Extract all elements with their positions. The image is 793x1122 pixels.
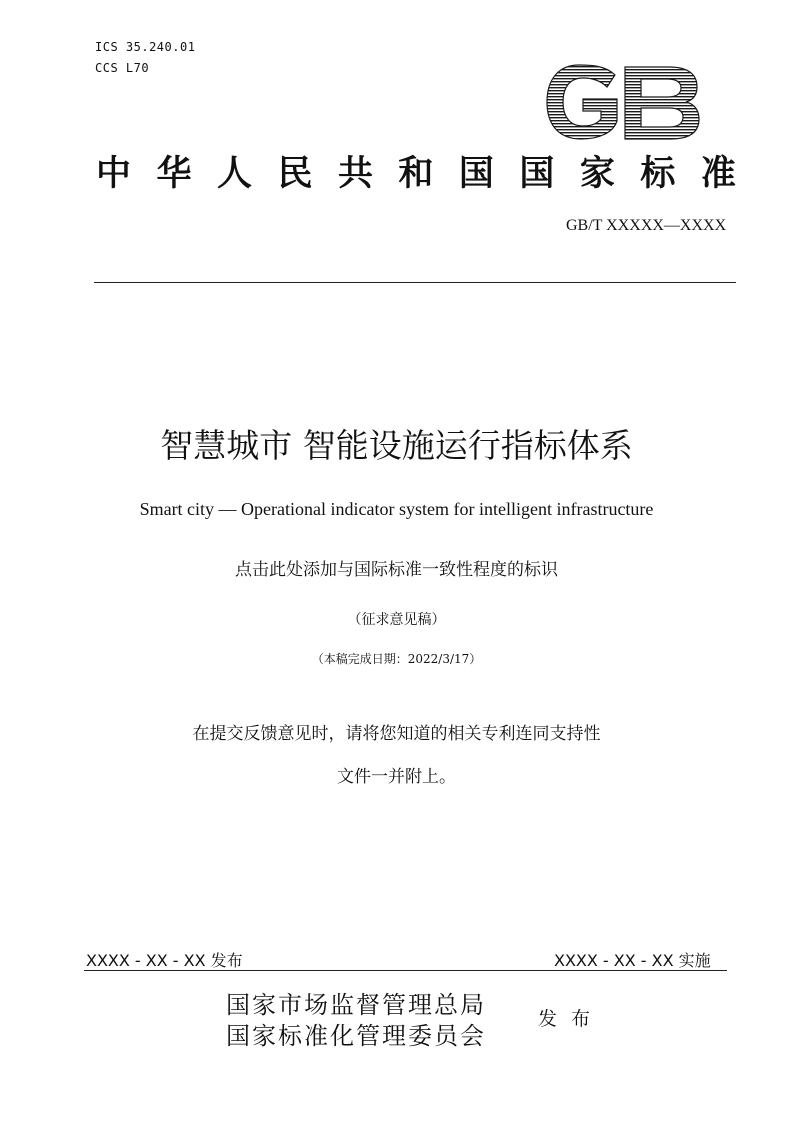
heading-char: 和 <box>398 152 434 194</box>
issuer-samr: 国家市场监督管理总局 <box>226 991 486 1019</box>
heading-char: 人 <box>216 152 252 194</box>
footer-divider <box>84 970 727 971</box>
english-title: Smart city — Operational indicator system for intelligent infrastructure <box>139 499 654 519</box>
patent-notice-line-2: 文件一并附上。 <box>337 767 456 787</box>
heading-char: 标 <box>640 152 676 194</box>
heading-char: 准 <box>700 152 736 194</box>
heading-char: 国 <box>458 152 494 194</box>
heading-char: 国 <box>519 152 555 194</box>
ccs-code: CCS L70 <box>95 61 150 75</box>
heading-char: 中 <box>96 152 132 194</box>
heading-char: 华 <box>156 152 192 194</box>
heading-char: 家 <box>579 152 615 194</box>
national-standard-heading <box>96 151 736 195</box>
ics-code: ICS 35.240.01 <box>95 40 196 54</box>
standard-number: GB/T XXXXX—XXXX <box>566 217 727 234</box>
heading-char: 民 <box>277 152 313 194</box>
draft-status: （征求意见稿） <box>347 612 446 628</box>
header-divider <box>94 282 736 283</box>
issue-label: 发 布 <box>538 1008 595 1030</box>
chinese-title: 智慧城市 智能设施运行指标体系 <box>160 426 633 465</box>
issuer-sac: 国家标准化管理委员会 <box>226 1022 486 1050</box>
implementation-date: XXXX - XX - XX 实施 <box>554 951 711 970</box>
draft-completion-date: （本稿完成日期：2022/3/17） <box>311 652 482 666</box>
consistency-marker[interactable]: 点击此处添加与国际标准一致性程度的标识 <box>235 560 558 580</box>
heading-char: 共 <box>337 152 373 194</box>
gb-logo <box>543 63 701 141</box>
patent-notice-line-1: 在提交反馈意见时，请将您知道的相关专利连同支持性 <box>192 724 601 744</box>
release-date: XXXX - XX - XX 发布 <box>86 951 243 970</box>
